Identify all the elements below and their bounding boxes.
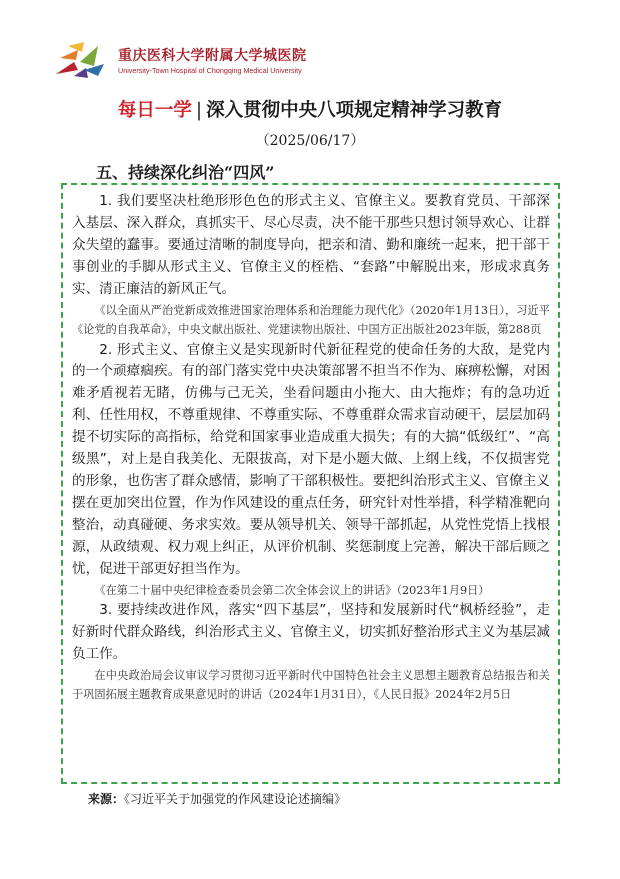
item-text-2: 2. 形式主义、官僚主义是实现新时代新征程党的使命任务的大敌，是党内的一个顽瘴痼疾。有的部门落实党中央决策部署不担当不作为、麻痹松懈，对困难矛盾视若无睹，仿佛与己无关，坐看问题由小拖大、由大拖炸；有的急功近利、任性用权，不尊重规律、不尊重实际、不尊重群众需求盲动硬干，层层加码提不切实际的高指标，给党和国家事业造成重大损失；有的大搞“低级红”、“高级黑”，对上是自我美化、无限拔高，对下是小题大做、上纲上线，不仅损害党的形象，也伤害了群众感情，影响了干部积极性。要把纠治形式主义、官僚主义摆在更加突出位置，作为作风建设的重点任务，研究针对性举措，科学精准靶向整治，动真碰硬、务求实效。要从领导机关、领导干部抓起，从党性党悟上找根源，从政绩观、权力观上纠正，从评价机制、奖惩制度上完善，解决干部后顾之忧，促进干部更好担当作为。: [72, 341, 550, 577]
item-citation-1: 《以全面从严治党新成效推进国家治理体系和治理能力现代化》（2020年1月13日），习近平《论党的自我革命》，中央文献出版社、党建读物出版社、中国方正出版社2023年版，第288页: [72, 303, 550, 337]
source-value: 《习近平关于加强党的作风建设论述摘编》: [124, 792, 347, 806]
item-text-1: 1. 我们要坚决杜绝形形色色的形式主义、官僚主义。要教育党员、干部深入基层、深入群众，真抓实干、尽心尽责，决不能干那些只想讨领导欢心、让群众失望的蠢事。要通过清晰的制度导向，把亲和清、勤和廉统一起来，把干部干事创业的手脚从形式主义、官僚主义的桎梏、“套路”中解脱出来，形成求真务实、清正廉洁的新风正气。: [72, 193, 550, 297]
page-header: [54, 36, 354, 86]
hospital-name-en: University-Town Hospital of Chongqing Medical University: [118, 66, 302, 75]
hospital-name-cn: 重庆医科大学附属大学城医院: [118, 48, 307, 64]
content-box: [61, 183, 560, 784]
item-text-3: 3. 要持续改进作风，落实“四下基层”，坚持和发展新时代“枫桥经验”，走好新时代群众路线，纠治形式主义、官僚主义，切实抓好整治形式主义为基层减负工作。: [72, 602, 550, 662]
title-subject: 深入贯彻中央八项规定精神学习教育: [206, 100, 503, 121]
source-label: 来源：: [88, 792, 125, 806]
title-column: 每日一学: [117, 100, 192, 121]
item-citation-3: 在中央政治局会议审议学习贯彻习近平新时代中国特色社会主义思想主题教育总结报告和关于巩固拓展主题教育成果意见时的讲话（2024年1月31日），《人民日报》2024年2月5日: [72, 668, 550, 702]
section-title: 五、持续深化纠治“四风”: [96, 163, 275, 182]
title-separator: |: [195, 100, 203, 121]
page-title: [0, 96, 620, 122]
hospital-logo-icon: [54, 40, 110, 80]
item-citation-2: 《在第二十届中央纪律检查委员会第二次全体会议上的讲话》（2023年1月9日）: [94, 583, 490, 597]
publish-date: （2025/06/17）: [255, 133, 365, 149]
source-line: [88, 790, 346, 807]
